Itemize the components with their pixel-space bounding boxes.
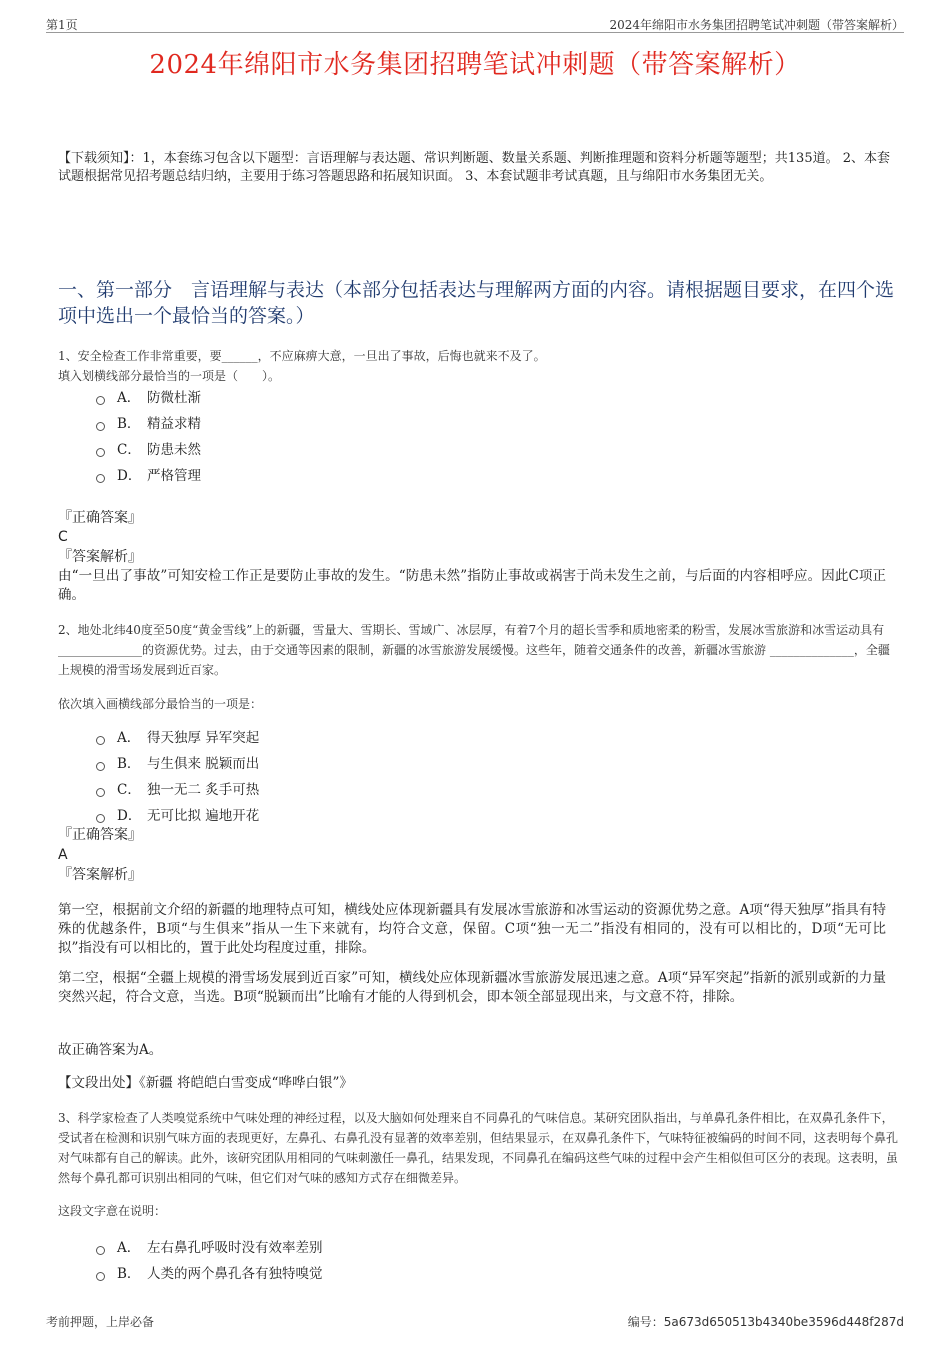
q3-option-a[interactable]: A． 左右鼻孔呼吸时没有效率差别: [96, 1237, 323, 1259]
section-heading: 一、第一部分 言语理解与表达（本部分包括表达与理解两方面的内容。请根据题目要求，在四个选项中选出一个最恰当的答案。）: [58, 279, 895, 327]
q2-source: 【文段出处】《新疆 将皑皑白雪变成“哗哗白银”》: [58, 1075, 353, 1091]
q2-answer-label: 『正确答案』: [58, 827, 142, 843]
q1-option-a[interactable]: A． 防微杜渐: [96, 387, 201, 409]
q2-option-d[interactable]: D． 无可比拟 遍地开花: [96, 805, 259, 827]
radio-icon[interactable]: [96, 814, 105, 823]
download-notice: 【下载须知】：1，本套练习包含以下题型：言语理解与表达题、常识判断题、数量关系题、判断推理题和资料分析题等题型；共135道。 2、本套试题根据常见招考题总结归纳，主要用于练习答题思路和拓展知识面。 3、本套试题非考试真题，且与绵阳市水务集团无关。: [58, 151, 890, 184]
radio-icon[interactable]: [96, 422, 105, 431]
radio-icon[interactable]: [96, 448, 105, 457]
q1-stem: 1、安全检查工作非常重要，要______，不应麻痹大意，一旦出了事故，后悔也就来不及了。: [58, 349, 546, 363]
radio-icon[interactable]: [96, 474, 105, 483]
q1-analysis: 由“一旦出了事故”可知安检工作正是要防止事故的发生。“防患未然”指防止事故或祸害于尚未发生之前，与后面的内容相呼应。因此C项正确。: [58, 568, 886, 603]
q2-prompt: 依次填入画横线部分最恰当的一项是：: [58, 697, 263, 711]
footer-slogan: 考前押题，上岸必备: [46, 1315, 155, 1329]
q2-answer: A: [58, 847, 68, 863]
q2-option-a[interactable]: A． 得天独厚 异军突起: [96, 727, 259, 749]
header-rule: [46, 32, 904, 33]
q1-option-d[interactable]: D． 严格管理: [96, 465, 201, 487]
header-doc-title: 2024年绵阳市水务集团招聘笔试冲刺题（带答案解析）: [609, 18, 904, 32]
q2-option-b[interactable]: B． 与生俱来 脱颖而出: [96, 753, 259, 775]
q3-stem: 3、科学家检查了人类嗅觉系统中气味处理的神经过程，以及大脑如何处理来自不同鼻孔的气味信息。某研究团队指出，与单鼻孔条件相比，在双鼻孔条件下，受试者在检测和识别气味方面的表现更好，左鼻孔、右鼻孔没有显著的效率差别，但结果显示，在双鼻孔条件下，气味特征被编码的时间不同，这表明每个鼻孔对气味都有自己的解读。此外，该研究团队用相同的气味刺激任一鼻孔，结果发现，不同鼻孔在编码这些气味的过程中会产生相似但可区分的表现。这表明，虽然每个鼻孔都可识别出相同的气味，但它们对气味的感知方式存在细微差异。: [58, 1111, 899, 1185]
q2-stem: 2、地处北纬40度至50度“黄金雪线”上的新疆，雪量大、雪期长、雪域广、冰层厚，有着7个月的超长雪季和质地密柔的粉雪，发展冰雪旅游和冰雪运动具有 ______________的资源优势。过去，由于交通等因素的限制，新疆的冰雪旅游发展缓慢。这些年，随着交通条件的改善，新疆冰雪旅游 ______________，全疆上规模的滑雪场发展到近百家。: [58, 623, 890, 677]
q2-analysis-p2: 第二空，根据“全疆上规模的滑雪场发展到近百家”可知，横线处应体现新疆冰雪旅游发展迅速之意。A项“异军突起”指新的派别或新的力量突然兴起，符合文意，当选。B项“脱颖而出”比喻有才能的人得到机会，即本领全部显现出来，与文意不符，排除。: [58, 970, 886, 1005]
footer-code-label: 编号：: [627, 1315, 664, 1329]
radio-icon[interactable]: [96, 762, 105, 771]
q3-option-b[interactable]: B． 人类的两个鼻孔各有独特嗅觉: [96, 1263, 323, 1285]
radio-icon[interactable]: [96, 396, 105, 405]
footer-code: [628, 1313, 904, 1330]
q1-prompt: 填入划横线部分最恰当的一项是（ ）。: [58, 369, 281, 383]
q2-conclusion: 故正确答案为A。: [58, 1042, 163, 1058]
radio-icon[interactable]: [96, 736, 105, 745]
q1-answer: C: [58, 529, 68, 545]
radio-icon[interactable]: [96, 1272, 105, 1281]
q1-option-c[interactable]: C． 防患未然: [96, 439, 201, 461]
q2-option-c[interactable]: C． 独一无二 炙手可热: [96, 779, 259, 801]
radio-icon[interactable]: [96, 788, 105, 797]
page-title: 2024年绵阳市水务集团招聘笔试冲刺题（带答案解析）: [149, 50, 801, 80]
q1-option-b[interactable]: B． 精益求精: [96, 413, 201, 435]
q1-answer-label: 『正确答案』: [58, 510, 142, 526]
q1-analysis-label: 『答案解析』: [58, 549, 142, 565]
page-number: 第1页: [46, 18, 78, 32]
q2-analysis-p1: 第一空，根据前文介绍的新疆的地理特点可知，横线处应体现新疆具有发展冰雪旅游和冰雪运动的资源优势之意。A项“得天独厚”指具有特殊的优越条件，B项“与生俱来”指从一生下来就有，均符合文意，保留。C项“独一无二”指没有相同的，没有可以相比的，D项“无可比拟”指没有可以相比的，置于此处均程度过重，排除。: [58, 902, 886, 956]
q2-analysis-label: 『答案解析』: [58, 867, 142, 883]
q3-prompt: 这段文字意在说明：: [58, 1204, 167, 1218]
radio-icon[interactable]: [96, 1246, 105, 1255]
footer-code-value: 5a673d650513b4340be3596d448f287d: [663, 1315, 904, 1329]
